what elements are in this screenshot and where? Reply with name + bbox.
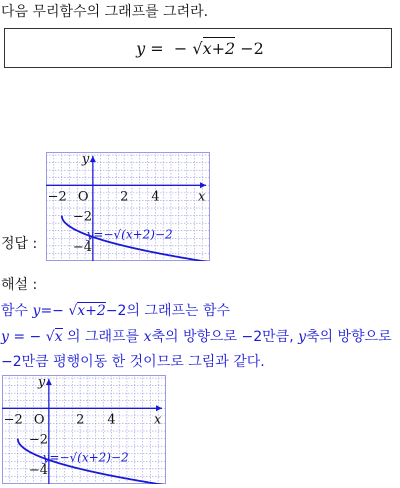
x-tick-label: 4 [151,189,160,205]
formula-radicand: x+2 [202,39,236,58]
x-axis-arrow-icon [156,405,162,411]
explanation-radicand: x [54,329,63,345]
x-tick-label: 2 [76,412,85,428]
explanation-text: = − [13,329,42,345]
explanation-text: −2의 그래프는 함수 [105,303,231,319]
y-tick-label: −2 [72,209,93,225]
y-tick-label: −4 [28,462,49,478]
sqrt-icon: √ [192,39,203,58]
origin-label: O [77,189,89,205]
x-tick-label: −2 [47,189,67,205]
explanation-text: 의 그래프를 [67,329,140,345]
formula-eq: = [150,39,164,58]
explanation-line-1 [1,300,230,320]
x-axis-arrow-icon [200,182,206,188]
x-axis-label: x [198,189,206,205]
y-axis-label: y [81,152,90,167]
graph-frame [47,153,210,261]
x-tick-label: 2 [120,189,129,205]
explanation-var: y [1,329,9,345]
x-tick-label: 4 [107,412,116,428]
explanation-var: y [32,303,41,319]
answer-graph [46,152,210,261]
answer-label: 정답 : [1,236,38,252]
explanation-var: y [298,329,307,345]
y-axis-label: y [37,375,46,390]
graph-frame [3,376,166,484]
y-axis-arrow-icon [90,156,96,162]
formula [0,39,400,58]
explanation-radicand: x+2 [77,303,106,319]
explanation-text: 축의 방향으로 −2만큼, [151,329,294,345]
explanation-line-2 [1,326,392,346]
curve-label: y=−√(x+2)−2 [42,450,129,465]
explanation-text: =− [40,303,64,319]
sqrt-icon: √ [68,303,78,319]
x-tick-label: −2 [3,412,23,428]
formula-tail: −2 [240,39,264,58]
x-axis-label: x [154,412,162,428]
origin-label: O [33,412,45,428]
formula-lhs: y [136,39,146,58]
explanation-text: 축의 방향으로 [306,329,392,345]
explanation-text: 함수 [1,303,29,319]
y-tick-label: −2 [28,432,49,448]
explanation-line-3: −2만큼 평행이동 한 것이므로 그림과 같다. [1,354,265,370]
explanation-var: x [143,329,152,345]
explanation-label: 해설 : [1,277,38,293]
question-text: 다음 무리함수의 그래프를 그려라. [1,4,209,20]
explanation-graph [2,375,166,484]
y-axis-arrow-icon [46,379,52,385]
y-tick-label: −4 [72,239,93,255]
formula-minus: − [173,39,188,58]
sqrt-icon: √ [45,329,55,345]
curve-label: y=−√(x+2)−2 [86,227,173,242]
